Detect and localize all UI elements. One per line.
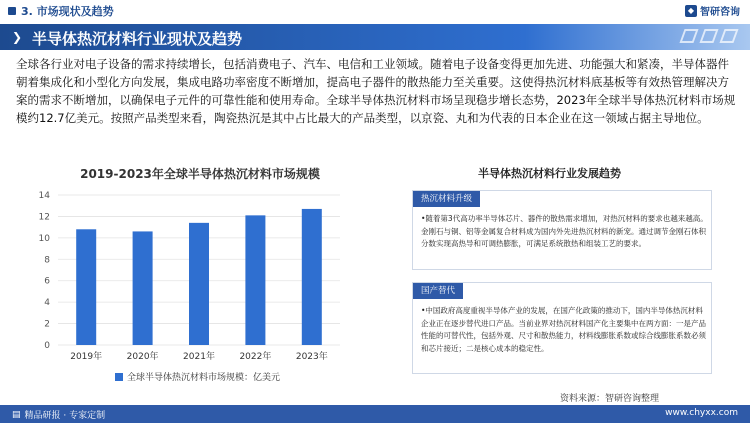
intro-paragraph: 全球各行业对电子设备的需求持续增长，包括消费电子、汽车、电信和工业领域。随着电子设备变得更加先进、功能强大和紧凑，半导体器件朝着集成化和小型化方向发展，集成电路功率密度不断增加，提高电子器件的散热能力至关重要。这使得热沉材料底基板等有效热管理解决方案的需求不断增加，以确保电子元件的可靠性能和使用寿命。全球半导体热沉材料市场呈现稳步增长态势，2023年全球半导体热沉材料市场规模约12.7亿美元。按照产品类型来看，陶瓷热沉是其中占比最大的产品类型，以京瓷、丸和为代表的日本企业在这一领域占据主导地位。 — [16, 57, 736, 125]
footer-tagline: 精品研报 · 专家定制 — [24, 411, 106, 421]
x-tick-label: 2020年 — [126, 352, 159, 362]
top-bar — [0, 0, 750, 20]
y-tick-label: 4 — [44, 298, 50, 309]
chart-title: 2019-2023年全球半导体热沉材料市场规模 — [80, 167, 320, 181]
deco-parallelogram-icon — [699, 29, 718, 43]
y-tick-label: 6 — [44, 276, 50, 287]
x-tick-label: 2022年 — [239, 352, 272, 362]
y-tick-label: 0 — [44, 341, 50, 351]
deco-parallelogram-icon — [719, 29, 738, 43]
title-banner — [0, 24, 750, 50]
bar-2019年 — [76, 229, 96, 345]
chart-legend — [115, 370, 280, 383]
trend-card-localization — [412, 282, 712, 374]
footer-bar — [0, 405, 750, 423]
bar-2020年 — [133, 231, 153, 345]
legend-swatch — [115, 373, 123, 381]
trend-card-heading: 国产替代 — [413, 283, 463, 299]
section-heading — [8, 3, 114, 19]
bar-2023年 — [302, 209, 322, 345]
bar-chart-svg — [20, 185, 350, 385]
brand-logo — [685, 3, 740, 18]
y-tick-label: 8 — [44, 255, 50, 266]
trend-card-text: •随着第3代高功率半导体芯片、器件的散热需求增加，对热沉材料的要求也越来越高。金刚石与铜、铝等金属复合材料成为国内外先进热沉材料的新宠。通过调节金刚石体积分数实现高热导和可调热膨胀，可满足系统散热和组装工艺的要求。 — [421, 214, 708, 248]
footer-left — [12, 408, 105, 421]
source-note: 资料来源：智研咨询整理 — [560, 394, 660, 404]
market-size-chart — [20, 185, 350, 385]
y-tick-label: 12 — [38, 212, 50, 223]
footer-url[interactable]: www.chyxx.com — [665, 408, 738, 418]
x-tick-label: 2019年 — [70, 352, 103, 362]
section-square-icon — [8, 7, 16, 15]
x-tick-label: 2023年 — [295, 352, 328, 362]
page-title: 半导体热沉材料行业现状及趋势 — [32, 30, 243, 48]
banner-decoration — [682, 29, 736, 43]
bar-2021年 — [189, 223, 209, 345]
brand-name: 智研咨询 — [700, 7, 740, 18]
section-label: 3. 市场现状及趋势 — [21, 5, 114, 18]
trends-title: 半导体热沉材料行业发展趋势 — [478, 167, 621, 180]
y-tick-label: 2 — [44, 319, 50, 330]
book-icon: ▤ — [12, 409, 21, 420]
bar-2022年 — [245, 215, 265, 345]
brand-mark-icon: ◆ — [685, 5, 697, 17]
legend-label: 全球半导体热沉材料市场规模：亿美元 — [127, 373, 281, 383]
deco-parallelogram-icon — [679, 29, 698, 43]
y-tick-label: 14 — [38, 191, 50, 201]
chevron-right-icon: ❯ — [12, 30, 23, 44]
y-tick-label: 10 — [38, 233, 50, 244]
trend-card-text: •中国政府高度重视半导体产业的发展，在国产化政策的推动下，国内半导体热沉材料企业正在逐步替代进口产品。当前业界对热沉材料国产化主要集中在两方面：一是产品性能的可替代性，包括外观、尺寸和散热能力，材料线膨胀系数或综合线膨胀系数必须和芯片接近；二是核心成本的稳定性。 — [421, 306, 706, 353]
x-tick-label: 2021年 — [183, 352, 215, 362]
trend-card-upgrade — [412, 190, 712, 270]
trend-card-heading: 热沉材料升级 — [413, 191, 480, 207]
